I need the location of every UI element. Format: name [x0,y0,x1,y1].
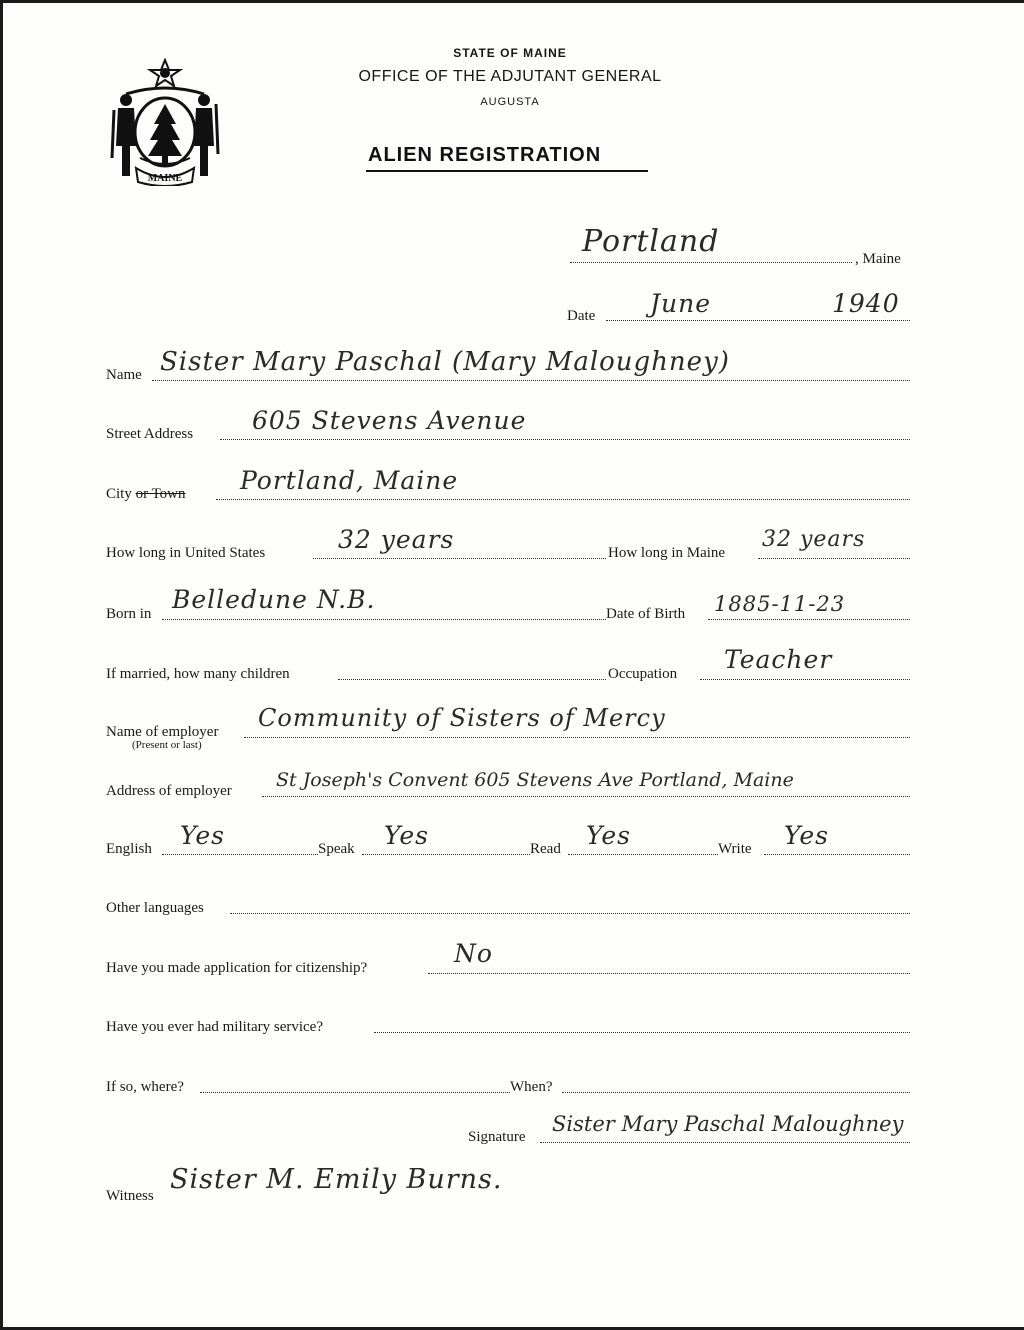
write-value: Yes [784,821,829,850]
street-line [220,439,910,440]
employer-address-line [262,796,910,797]
read-value: Yes [586,821,631,850]
date-line [606,320,910,321]
signature-value: Sister Mary Paschal Maloughney [552,1112,904,1136]
street-label: Street Address [106,426,194,442]
date-year: 1940 [832,289,900,318]
children-line [338,679,606,680]
citizenship-value: No [454,939,493,968]
us-duration-label: How long in United States [106,545,266,561]
employer-label: Name of employer [106,724,219,740]
maine-duration-line [758,558,910,559]
born-label: Born in [106,606,152,622]
write-line [764,854,910,855]
when-line [562,1092,910,1093]
read-label: Read [530,841,561,857]
city-label-kept: City [106,486,132,502]
header-state: STATE OF MAINE [453,46,567,60]
other-languages-line [230,913,910,914]
citizenship-label: Have you made application for citizenship? [106,960,368,976]
employer-sublabel: (Present or last) [132,739,202,751]
page-title: ALIEN REGISTRATION [368,144,602,166]
speak-label: Speak [318,841,355,857]
city-label [106,485,186,503]
us-duration-line [313,558,606,559]
svg-text:MAINE: MAINE [147,173,183,184]
city-line [216,499,910,500]
header-city: AUGUSTA [480,96,540,108]
name-value: Sister Mary Paschal (Mary Maloughney) [160,347,730,377]
signature-label: Signature [468,1129,526,1145]
state-seal-icon [106,58,224,186]
read-line [568,854,718,855]
children-label: If married, how many children [106,666,290,682]
english-label: English [106,841,152,857]
name-label: Name [106,367,142,383]
city-label-struck: or Town [135,486,186,502]
write-label: Write [718,841,752,857]
place-line [570,262,852,263]
dob-line [708,619,910,620]
street-value: 605 Stevens Avenue [252,406,527,435]
maine-duration-value: 32 years [762,527,866,552]
signature-line [540,1142,910,1143]
english-line [162,854,318,855]
english-value: Yes [180,821,225,850]
citizenship-line [428,973,910,974]
employer-value: Community of Sisters of Mercy [258,704,666,732]
name-line [152,380,910,381]
occupation-value: Teacher [724,645,833,674]
born-value: Belledune N.B. [172,585,376,614]
born-line [162,619,606,620]
header-office: OFFICE OF THE ADJUTANT GENERAL [358,68,662,85]
us-duration-value: 32 years [338,525,455,554]
maine-duration-label: How long in Maine [608,545,726,561]
dob-label: Date of Birth [606,606,686,622]
witness-label: Witness [106,1188,154,1204]
date-label: Date [567,308,596,324]
date-month: June [650,289,712,318]
witness-value: Sister M. Emily Burns. [170,1164,503,1195]
where-label: If so, where? [106,1079,184,1095]
city-value: Portland, Maine [240,466,459,495]
employer-address-value: St Joseph's Convent 605 Stevens Ave Portland, Maine [276,769,794,791]
scan-border-left [0,0,3,1330]
title-underline [366,170,648,172]
where-line [200,1092,510,1093]
place-suffix: , Maine [855,251,901,267]
dob-value: 1885-11-23 [714,592,846,616]
military-label: Have you ever had military service? [106,1019,323,1035]
place-value: Portland [582,224,720,259]
speak-value: Yes [384,821,429,850]
other-languages-label: Other languages [106,900,204,916]
occupation-line [700,679,910,680]
scan-border-top [0,0,1024,3]
speak-line [362,854,530,855]
occupation-label: Occupation [608,666,678,682]
when-label: When? [510,1079,553,1095]
employer-line [244,737,910,738]
military-line [374,1032,910,1033]
employer-address-label: Address of employer [106,783,232,799]
